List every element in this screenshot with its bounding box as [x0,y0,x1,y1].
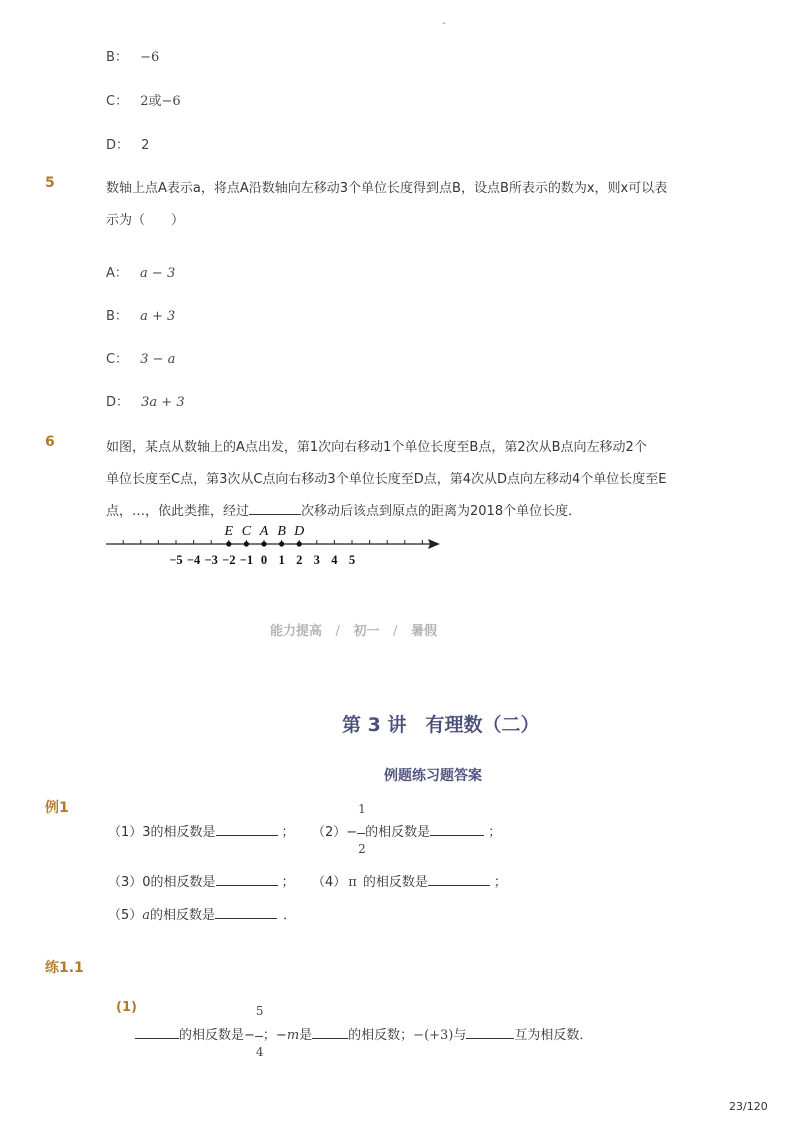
number-line-tick-label: −3 [204,553,218,567]
question-6-text-line3a: 点，…，依此类推，经过 [106,504,250,519]
ex11-text-6: 与 [453,1028,467,1043]
example-1-label: 例1 [45,800,69,816]
ex1-part5-prefix: （5） [108,908,143,923]
variable-m: m [286,1028,300,1043]
number-line-figure [100,516,450,572]
number-line-tick-label: −5 [169,553,183,567]
prev-option-c[interactable] [106,90,181,109]
ex1-part4-suffix: 的相反数是 [362,875,428,890]
answer-blank[interactable] [216,873,278,886]
question-number-6: 6 [45,434,55,450]
question-number-5: 5 [45,175,55,191]
footer-separator: / [335,624,340,639]
variable-a: a [142,908,151,923]
semicolon: ； [281,825,295,840]
page-number: 23/120 [729,1100,768,1113]
fraction-bar [255,1036,263,1037]
number-line-tick-label: 3 [313,553,320,567]
footer-separator: / [393,624,398,639]
number-line-point-C [244,541,249,546]
option-value: a + 3 [140,309,176,324]
prev-option-d[interactable] [106,134,149,153]
ex1-part3-text: （3）0的相反数是 [108,875,216,890]
ex11-text-7: 互为相反数． [514,1028,593,1043]
fraction-denominator: 2 [358,842,366,856]
answer-blank[interactable] [135,1026,179,1039]
fraction-denominator: 4 [255,1045,264,1059]
question-6-text-line1: 如图，某点从数轴上的A点出发，第1次向右移动1个单位长度至B点，第2次从B点向左移动2个 [106,440,647,455]
number-line-tick-label: −4 [186,553,201,567]
option-value: 3 − a [140,352,176,367]
fraction-bar [357,833,365,834]
ex1-part4-prefix: （4） [312,875,347,890]
option-value: −6 [140,50,160,65]
example-1-row1 [108,821,295,840]
ex1-part2-suffix: 的相反数是 [365,825,431,840]
question-6-text-line2: 单位长度至C点，第3次从C点向右移动3个单位长度至D点，第4次从D点向左移动4个单位长度至E [106,472,667,487]
exercise-1-1-line [135,1004,593,1059]
ex11-text-3: 是 [299,1028,313,1043]
number-line-tick-label: 1 [278,553,285,567]
number-line-point-label: D [294,524,305,539]
answer-blank[interactable] [249,502,301,515]
ex1-part5-suffix: 的相反数是 [150,908,216,923]
semicolon: ； [488,825,502,840]
semicolon: ； [281,875,295,890]
ex1-part1-text: （1）3的相反数是 [108,825,216,840]
number-line-tick-label: −1 [239,553,254,567]
prev-option-b[interactable] [106,46,159,65]
number-line-point-A [261,541,266,546]
pi-symbol: π [348,875,357,890]
number-line-point-label: B [277,524,286,539]
answer-blank[interactable] [216,823,278,836]
number-line-point-E [226,541,231,546]
number-line-tick-label: 0 [260,553,268,567]
option-value: 2或−6 [140,94,181,109]
ex11-text-1: 的相反数是− [179,1028,255,1043]
fraction-numerator: 1 [358,802,366,816]
number-line-tick-label: 2 [296,553,303,567]
q5-option-c[interactable] [106,348,175,367]
number-line-point-D [297,541,302,546]
example-1-row2 [108,871,295,890]
answer-blank[interactable] [428,873,490,886]
number-line-tick-label: −2 [222,553,236,567]
answer-blank[interactable] [466,1026,514,1039]
number-line-point-label: E [224,524,234,539]
option-label: A： [106,266,128,281]
option-value: 3a + 3 [141,395,185,410]
option-label: B： [106,50,128,65]
semicolon: ； [493,875,507,890]
option-label: C： [106,94,129,109]
fraction-numerator: 5 [255,1004,264,1018]
ex11-text-2: ；− [262,1028,287,1043]
exercise-1-1-subnumber: (1) [116,1000,137,1015]
example-1-row3 [108,904,296,923]
ex11-expression: −(+3) [413,1028,454,1043]
exercise-1-1-label: 练1.1 [45,960,84,976]
footer-grade: 初一 [353,624,380,639]
q5-option-b[interactable] [106,305,175,324]
option-label: B： [106,309,128,324]
question-6-text-line3b: 次移动后该点到原点的距离为2018个单位长度． [301,504,582,519]
course-footer [270,620,437,639]
option-value: 2 [141,138,150,153]
period: ． [283,908,297,923]
q5-option-d[interactable] [106,391,185,410]
number-line-tick-label: 5 [348,553,356,567]
answer-blank[interactable] [430,823,484,836]
number-line-tick-label: 4 [331,553,338,567]
ex11-text-4: 的相反数； [348,1028,414,1043]
ex1-part2-prefix: （2）− [312,825,358,840]
top-mark: - [442,18,446,29]
question-5-text-line1: 数轴上点A表示a，将点A沿数轴向左移动3个单位长度得到点B，设点B所表示的数为x，则x可以表 [106,181,668,196]
option-value: a − 3 [140,266,176,281]
footer-course: 能力提高 [270,624,323,639]
fraction-5-4 [255,1004,264,1059]
number-line-point-B [279,541,284,546]
example-1-part2 [312,802,502,856]
example-1-part4 [312,871,507,890]
section-subtitle: 例题练习题答案 [384,768,482,784]
option-label: D： [106,395,130,410]
section-title: 第 3 讲 有理数（二） [342,714,540,736]
footer-term: 暑假 [410,624,437,639]
question-5-text-line2: 示为（ ） [106,213,185,228]
answer-blank[interactable] [215,906,277,919]
option-label: C： [106,352,129,367]
number-line-point-label: C [241,524,252,539]
fraction-1-2 [357,802,366,856]
number-line-point-label: A [259,524,269,539]
answer-blank[interactable] [312,1026,348,1039]
option-label: D： [106,138,130,153]
q5-option-a[interactable] [106,262,175,281]
